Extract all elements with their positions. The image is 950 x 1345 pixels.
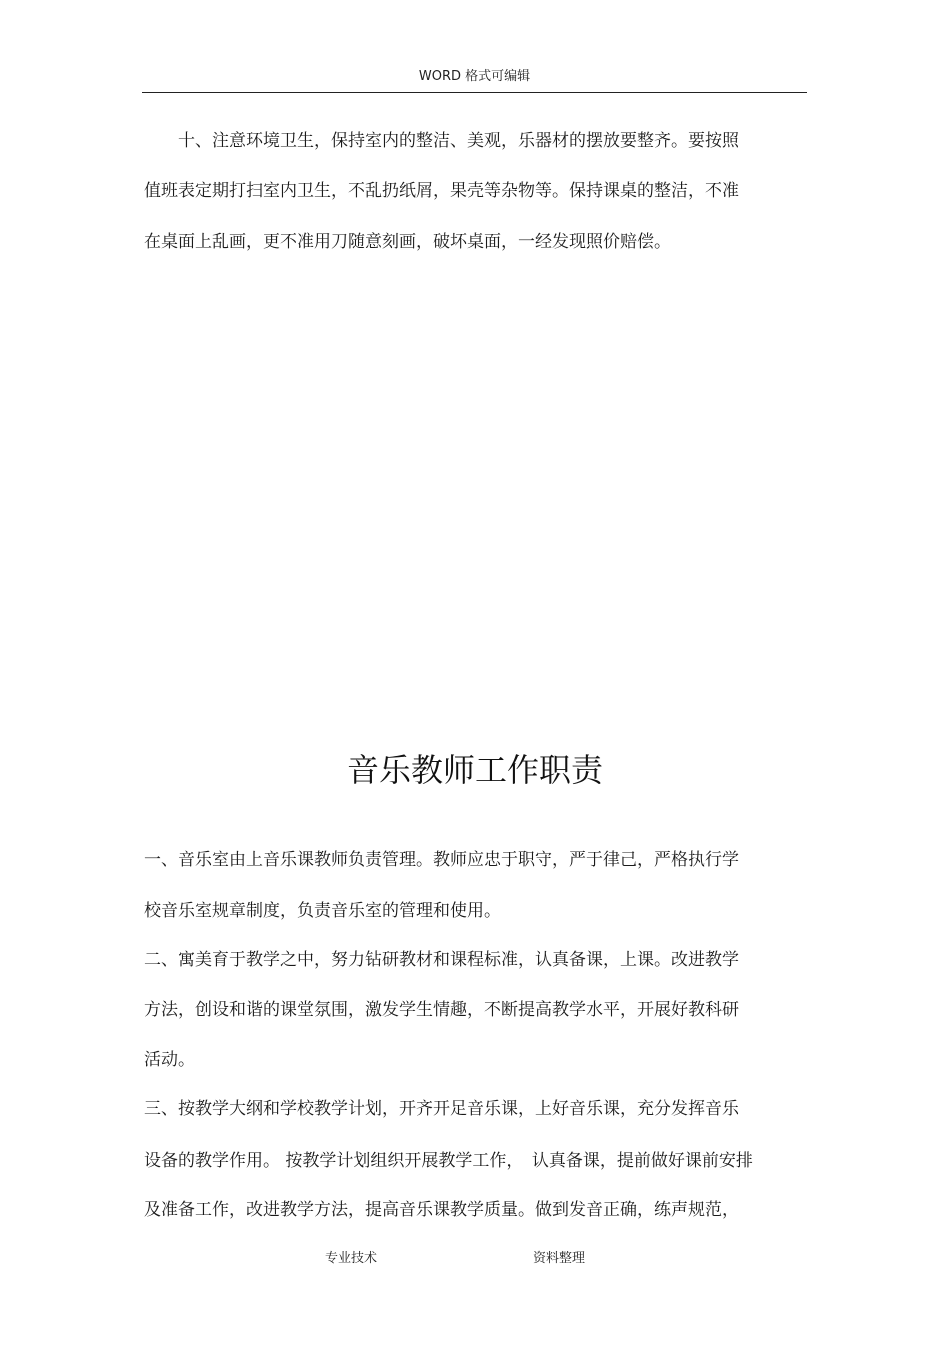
paragraph-line: 一、音乐室由上音乐课教师负责管理。教师应忠于职守，严于律己，严格执行学 xyxy=(144,850,739,870)
paragraph-line: 十、注意环境卫生，保持室内的整洁、美观，乐器材的摆放要整齐。要按照 xyxy=(144,131,739,151)
section-title: 音乐教师工作职责 xyxy=(346,751,603,789)
paragraph-line: 及准备工作，改进教学方法，提高音乐课教学质量。做到发音正确，练声规范， xyxy=(144,1200,739,1220)
paragraph-line: 活动。 xyxy=(144,1050,195,1070)
paragraph-line: 在桌面上乱画，更不准用刀随意刻画，破坏桌面，一经发现照价赔偿。 xyxy=(144,232,671,252)
paragraph-line: 值班表定期打扫室内卫生，不乱扔纸屑，果壳等杂物等。保持课桌的整洁，不准 xyxy=(144,181,739,201)
header-text: WORD 格式可编辑 xyxy=(418,69,531,84)
paragraph-line: 二、寓美育于教学之中，努力钻研教材和课程标准，认真备课，上课。改进教学 xyxy=(144,950,739,970)
footer-left-text: 专业技术 xyxy=(325,1251,378,1266)
paragraph-line: 方法，创设和谐的课堂氛围，激发学生情趣，不断提高教学水平，开展好教科研 xyxy=(144,1000,739,1020)
paragraph-line: 设备的教学作用。 按教学计划组织开展教学工作， 认真备课，提前做好课前安排 xyxy=(144,1151,753,1171)
paragraph-line: 三、按教学大纲和学校教学计划，开齐开足音乐课，上好音乐课，充分发挥音乐 xyxy=(144,1099,739,1119)
footer-right-text: 资料整理 xyxy=(533,1251,586,1266)
page-header xyxy=(142,68,807,93)
paragraph-line: 校音乐室规章制度，负责音乐室的管理和使用。 xyxy=(144,901,501,921)
